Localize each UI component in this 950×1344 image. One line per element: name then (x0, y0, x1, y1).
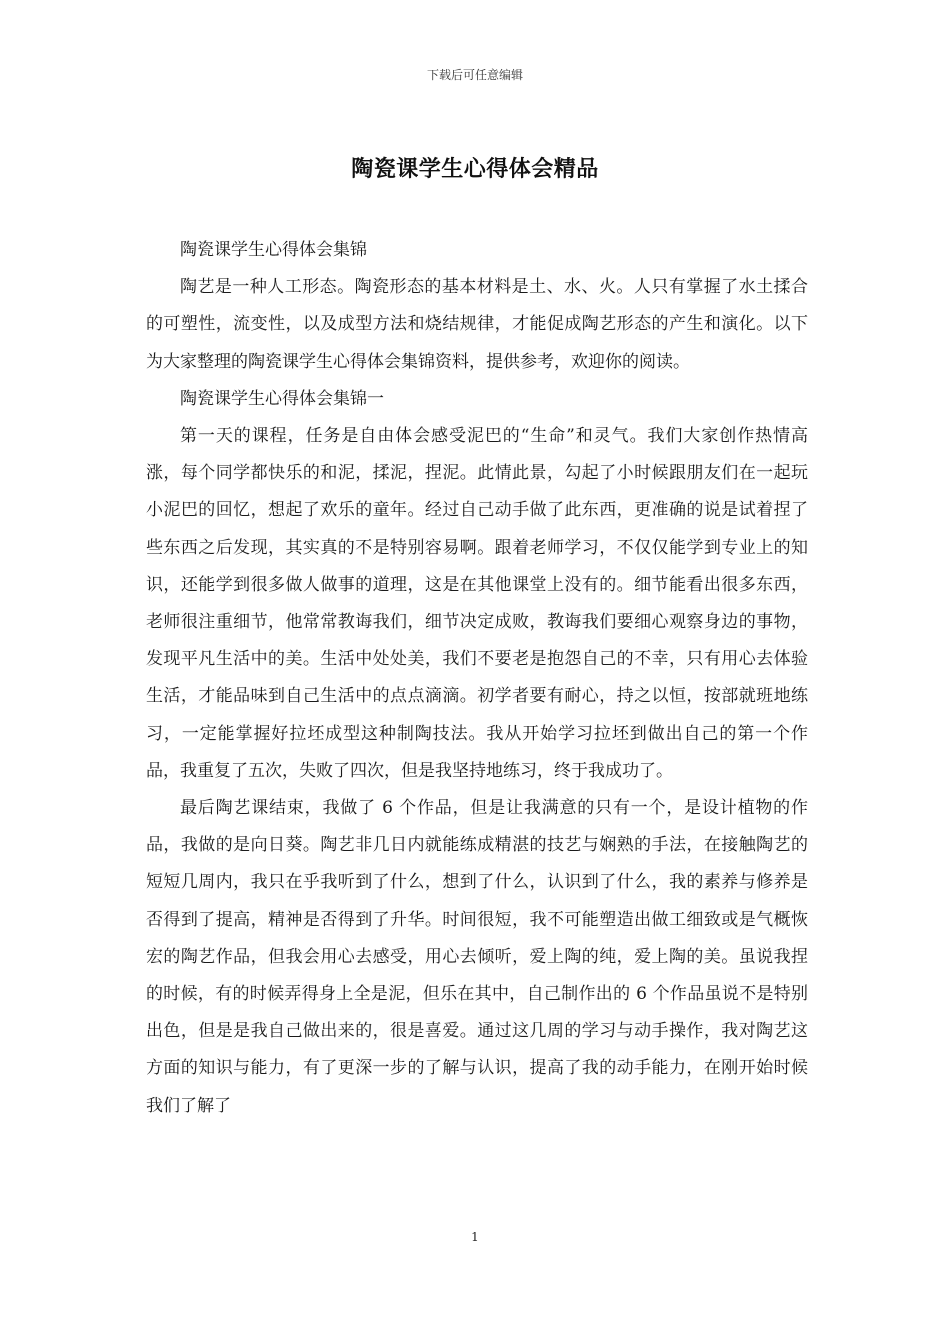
document-title: 陶瓷课学生心得体会精品 (351, 156, 599, 182)
document-body (146, 232, 808, 1125)
body-paragraph: 陶艺是一种人工形态。陶瓷形态的基本材料是土、水、火。人只有掌握了水土揉合的可塑性，流变性，以及成型方法和烧结规律，才能促成陶艺形态的产生和演化。以下为大家整理的陶瓷课学生心得体会集锦资料，提供参考，欢迎你的阅读。 (146, 277, 808, 372)
body-paragraph: 最后陶艺课结束，我做了 6 个作品，但是让我满意的只有一个，是设计植物的作品，我做的是向日葵。陶艺非几日内就能练成精湛的技艺与娴熟的手法，在接触陶艺的短短几周内，我只在乎我听到了什么，想到了什么，认识到了什么，我的素养与修养是否得到了提高，精神是否得到了升华。时间很短，我不可能塑造出做工细致或是气概恢宏的陶艺作品，但我会用心去感受，用心去倾听，爱上陶的纯，爱上陶的美。虽说我捏的时候，有的时候弄得身上全是泥，但乐在其中，自己制作出的 6 个作品虽说不是特别出色，但是是我自己做出来的，很是喜爱。通过这几周的学习与动手操作，我对陶艺这方面的知识与能力，有了更深一步的了解与认识，提高了我的动手能力，在刚开始时候我们了解了 (146, 798, 808, 1116)
section-heading: 陶瓷课学生心得体会集锦 (180, 240, 367, 260)
page-header: 下载后可任意编辑 (426, 68, 523, 82)
body-paragraph: 第一天的课程，任务是自由体会感受泥巴的“生命”和灵气。我们大家创作热情高涨，每个同学都快乐的和泥，揉泥，捏泥。此情此景，勾起了小时候跟朋友们在一起玩小泥巴的回忆，想起了欢乐的童年。经过自己动手做了此东西，更准确的说是试着捏了些东西之后发现，其实真的不是特别容易啊。跟着老师学习，不仅仅能学到专业上的知识，还能学到很多做人做事的道理，这是在其他课堂上没有的。细节能看出很多东西，老师很注重细节，他常常教诲我们，细节决定成败，教诲我们要细心观察身边的事物，发现平凡生活中的美。生活中处处美，我们不要老是抱怨自己的不幸，只有用心去体验生活，才能品味到自己生活中的点点滴滴。初学者要有耐心，持之以恒，按部就班地练习，一定能掌握好拉坯成型这种制陶技法。我从开始学习拉坯到做出自己的第一个作品，我重复了五次，失败了四次，但是我坚持地练习，终于我成功了。 (146, 426, 808, 781)
page-number: 1 (471, 1230, 479, 1244)
section-heading: 陶瓷课学生心得体会集锦一 (180, 388, 384, 409)
